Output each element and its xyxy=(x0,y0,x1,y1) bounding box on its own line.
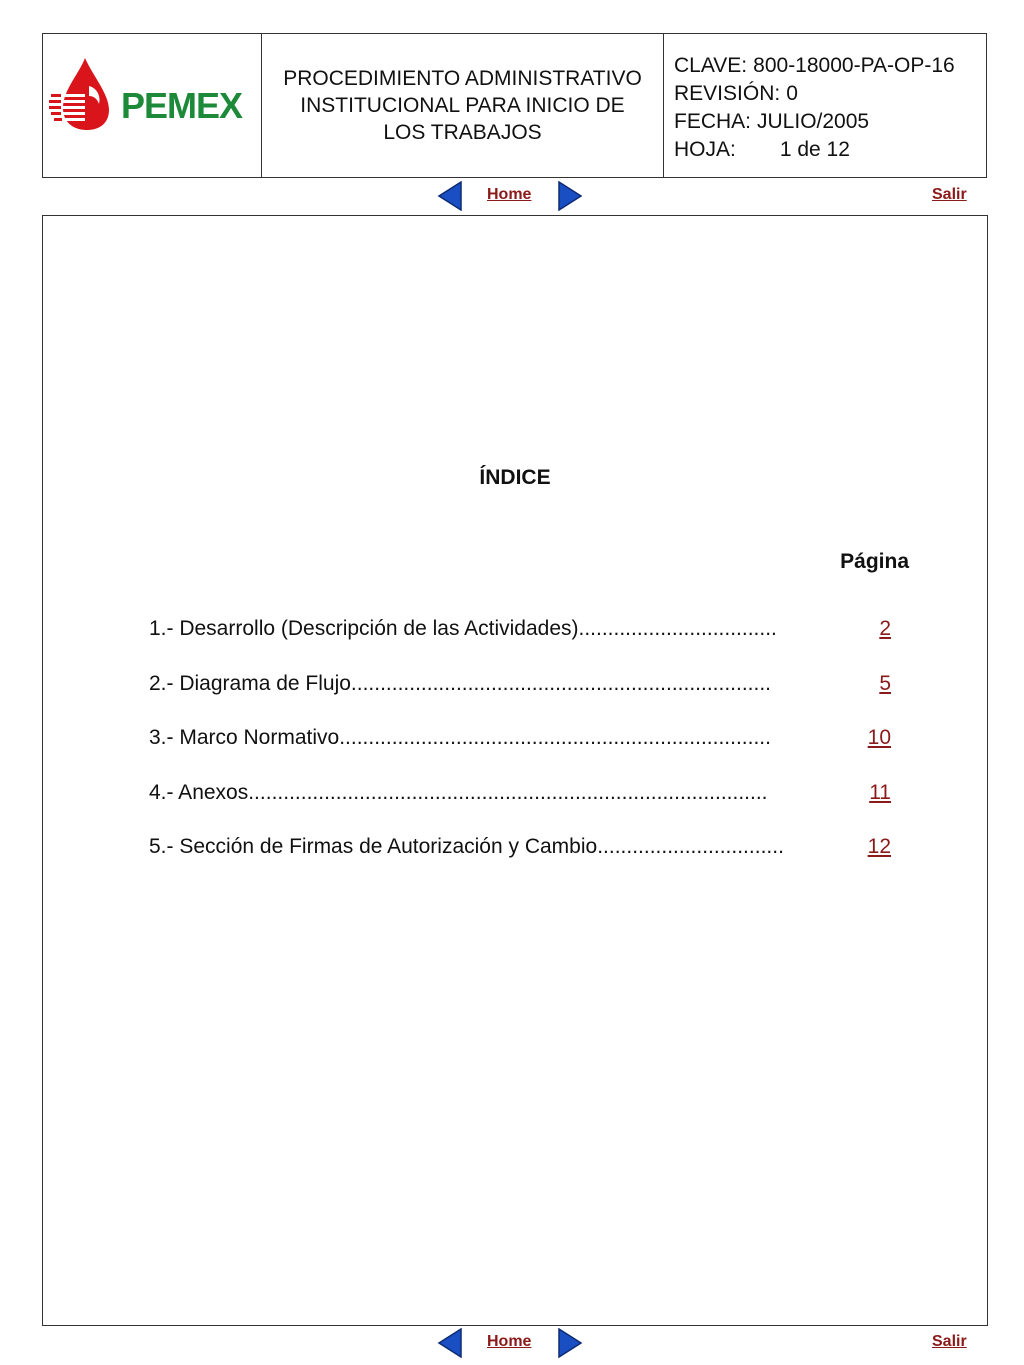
toc-item xyxy=(149,726,889,781)
hoja-value: 1 de 12 xyxy=(779,138,850,161)
revision-value: 0 xyxy=(786,82,798,105)
toc-item-text: 5.- Sección de Firmas de Autorización y Cambio................................ xyxy=(149,835,784,859)
logo-wordmark: PEMEX xyxy=(121,85,243,126)
salir-link[interactable]: Salir xyxy=(932,186,967,203)
title-line: INSTITUCIONAL PARA INICIO DE xyxy=(300,94,625,117)
title-line: LOS TRABAJOS xyxy=(383,121,542,144)
hoja-label: HOJA: xyxy=(674,138,736,161)
toc-item-text: 3.- Marco Normativo.......................................................................... xyxy=(149,726,771,750)
fecha-line xyxy=(674,108,986,136)
salir-link[interactable]: Salir xyxy=(932,1333,967,1350)
title-cell xyxy=(262,34,664,177)
meta-cell xyxy=(664,34,986,177)
clave-label: CLAVE: xyxy=(674,54,748,77)
index-title: ÍNDICE xyxy=(479,466,551,489)
clave-value: 800-18000-PA-OP-16 xyxy=(753,54,955,77)
toc-item-text: 1.- Desarrollo (Descripción de las Actividades).................................. xyxy=(149,617,777,640)
home-link[interactable]: Home xyxy=(487,1333,532,1350)
arrow-left-icon[interactable] xyxy=(437,181,463,211)
logo-cell xyxy=(43,34,262,177)
top-navigation xyxy=(0,179,1024,213)
toc-item xyxy=(149,835,889,890)
toc-item-text: 2.- Diagrama de Flujo........................................................................ xyxy=(149,671,772,695)
toc-item-text: 4.- Anexos......................................................................................... xyxy=(149,780,768,804)
toc-page-link[interactable]: 11 xyxy=(869,780,891,804)
home-link[interactable]: Home xyxy=(487,186,532,203)
fecha-value: JULIO/2005 xyxy=(757,110,870,133)
revision-line xyxy=(674,80,986,108)
bottom-navigation xyxy=(0,1326,1024,1360)
content-frame xyxy=(42,215,988,1326)
title-line: PROCEDIMIENTO ADMINISTRATIVO xyxy=(283,67,642,90)
table-of-contents xyxy=(149,617,889,890)
hoja-line xyxy=(674,136,986,164)
arrow-left-icon[interactable] xyxy=(437,1328,463,1358)
arrow-right-icon[interactable] xyxy=(557,181,583,211)
procedure-title xyxy=(279,65,646,146)
toc-page-link[interactable]: 12 xyxy=(867,835,891,859)
pemex-logo xyxy=(49,56,259,146)
toc-page-link[interactable]: 2 xyxy=(879,617,891,640)
arrow-right-icon[interactable] xyxy=(557,1328,583,1358)
toc-page-link[interactable]: 5 xyxy=(879,671,891,695)
revision-label: REVISIÓN: xyxy=(674,82,781,105)
toc-item xyxy=(149,672,889,727)
clave-line xyxy=(674,52,986,80)
fecha-label: FECHA: xyxy=(674,110,752,133)
toc-item xyxy=(149,781,889,836)
toc-item xyxy=(149,617,889,672)
page-column-label: Página xyxy=(840,550,909,573)
document-header xyxy=(42,33,987,178)
toc-page-link[interactable]: 10 xyxy=(867,726,891,750)
